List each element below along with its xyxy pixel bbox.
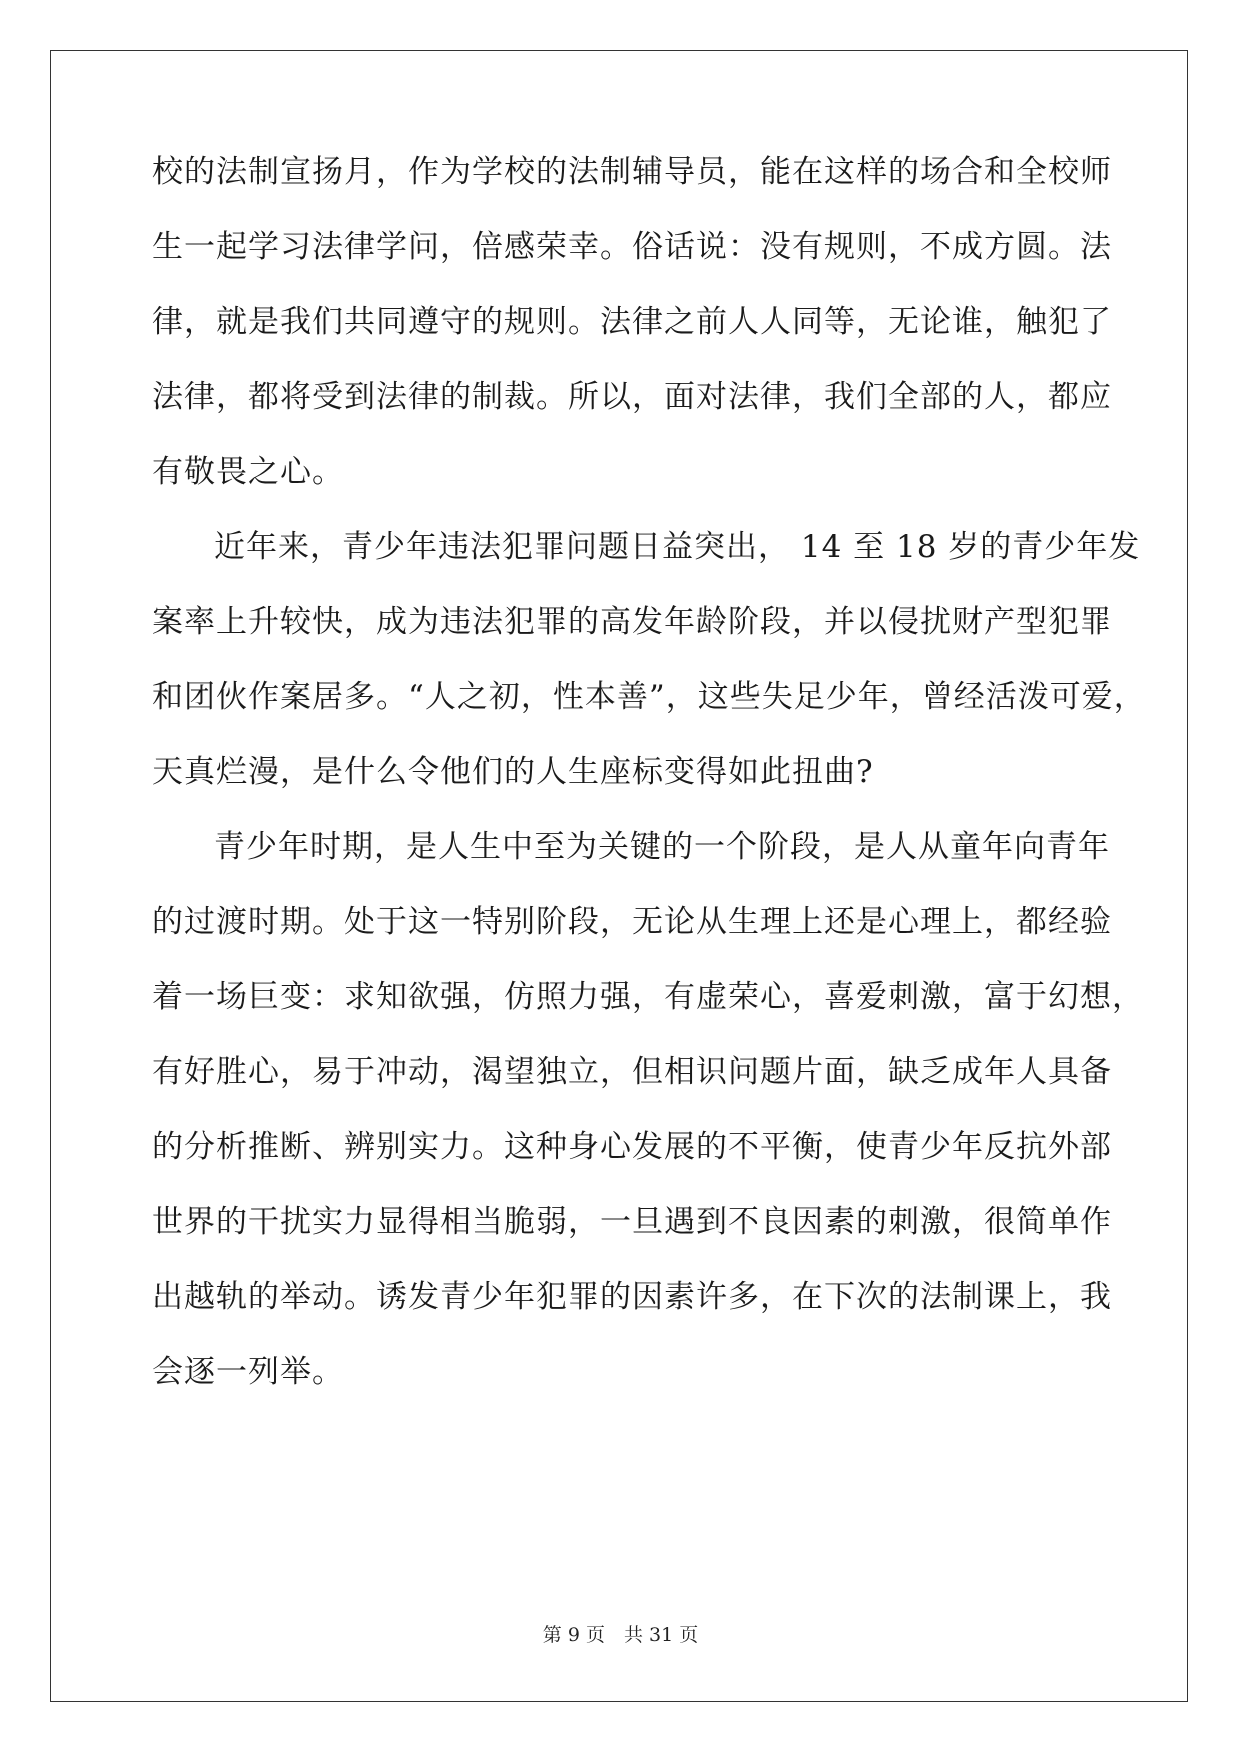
text-line: 的分析推断、辨别实力。这种身心发展的不平衡，使青少年反抗外部 [152,1129,1112,1165]
page-number: 第 9 页 共 31 页 [542,1624,699,1646]
text-line: 出越轨的举动。诱发青少年犯罪的因素许多，在下次的法制课上，我 [152,1279,1112,1315]
text-line: 法律，都将受到法律的制裁。所以，面对法律，我们全部的人，都应 [152,379,1112,415]
page-border [50,50,1188,1702]
text-line: 有好胜心，易于冲动，渴望独立，但相识问题片面，缺乏成年人具备 [152,1054,1112,1090]
text-line: 律，就是我们共同遵守的规则。法律之前人人同等，无论谁，触犯了 [152,304,1112,340]
text-line: 校的法制宣扬月，作为学校的法制辅导员，能在这样的场合和全校师 [152,154,1112,190]
text-line: 和团伙作案居多。“人之初，性本善”，这些失足少年，曾经活泼可爱， [152,679,1146,715]
text-line: 天真烂漫，是什么令他们的人生座标变得如此扭曲? [152,754,874,790]
text-line: 会逐一列举。 [152,1354,344,1390]
text-line: 青少年时期，是人生中至为关键的一个阶段，是人从童年向青年 [214,829,1110,865]
text-line: 近年来，青少年违法犯罪问题日益突出， 14 至 18 岁的青少年发 [214,529,1141,565]
text-line: 有敬畏之心。 [152,454,344,490]
text-line: 生一起学习法律学问，倍感荣幸。俗话说：没有规则，不成方圆。法 [152,229,1112,265]
text-line: 世界的干扰实力显得相当脆弱，一旦遇到不良因素的刺激，很简单作 [152,1204,1112,1240]
text-line: 着一场巨变：求知欲强，仿照力强，有虚荣心，喜爱刺激，富于幻想， [152,979,1144,1015]
text-line: 案率上升较快，成为违法犯罪的高发年龄阶段，并以侵扰财产型犯罪 [152,604,1112,640]
text-line: 的过渡时期。处于这一特别阶段，无论从生理上还是心理上，都经验 [152,904,1112,940]
